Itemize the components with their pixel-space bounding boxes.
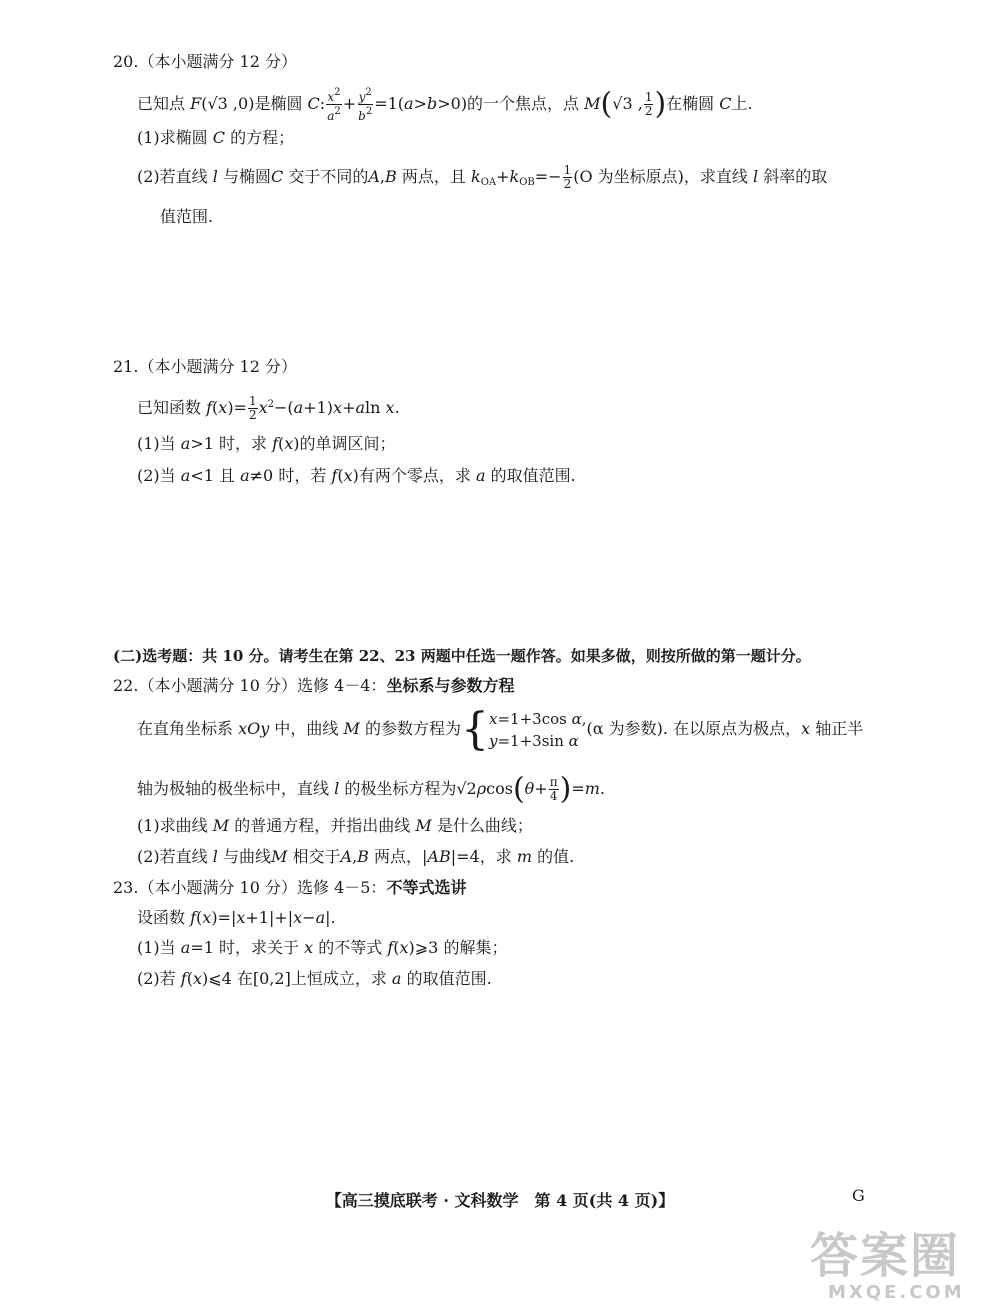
q22-part2: (2)若直线 l 与曲线M 相交于A,B 两点，|AB|=4，求 m 的值. bbox=[137, 847, 575, 866]
q21-part2-text-c: 时，若 bbox=[278, 466, 327, 485]
q20-text-5: 在椭圆 bbox=[666, 94, 715, 113]
q20-part1-text-a: (1)求椭圆 bbox=[137, 128, 208, 147]
q23-header-text: 23.（本小题满分 10 分）选修 4－5： bbox=[113, 878, 387, 897]
q20-statement: 已知点 F(√3 ,0)是椭圆 C: $\frac{x^2}{a^2}$ + $\frac{y^2}{b^2}$ =1(a>b>0)的一个焦点，点 M(√3 , $\frac{1}{2}$ )在椭圆 C上. bbox=[137, 86, 753, 123]
q22-header-text: 22.（本小题满分 10 分）选修 4－4： bbox=[113, 676, 387, 695]
q20-part2-continued: 值范围. bbox=[160, 207, 214, 226]
version-mark: G bbox=[852, 1186, 865, 1205]
q20-part2-text-c: 交于不同的 bbox=[288, 167, 369, 186]
q22-part2-text-e: ，求 bbox=[479, 847, 512, 866]
q21-statement: 已知函数 f(x)= $\frac{1}{2}$ $x^2-(a+1)x+aln$ x. bbox=[137, 394, 400, 422]
q20-part2-text-e: (O 为坐标原点)，求直线 bbox=[573, 167, 748, 186]
q21-part2: (2)当 a<1 且 a≠0 时，若 f(x)有两个零点，求 a 的取值范围. bbox=[137, 466, 576, 485]
q22-line2-text-a: 轴为极轴的极坐标中，直线 bbox=[137, 779, 330, 798]
q20-part2: (2)若直线 l 与椭圆C 交于不同的A,B 两点，且 $k_{OA}+k_{OB}=-$ $\frac{1}{2}$ (O 为坐标原点)，求直线 l 斜率的取 bbox=[137, 163, 828, 191]
q22-line2: 轴为极轴的极坐标中，直线 l 的极坐标方程为√2ρcos(θ+ $\frac{\pi}{4}$ )=m. bbox=[137, 771, 605, 807]
q20-text-4: )的一个焦点，点 bbox=[460, 94, 580, 113]
q22-part2-text-f: 的值. bbox=[537, 847, 575, 866]
q20-frac-y: $\frac{y^2}{b^2}$ bbox=[358, 87, 373, 123]
q22-part2-text-d: 两点， bbox=[374, 847, 423, 866]
q22-param-note: (α 为参数). 在以原点为极点， bbox=[586, 719, 802, 738]
q21-part1: (1)当 a>1 时，求 f(x)的单调区间； bbox=[137, 434, 396, 453]
q22-text-4: 轴正半 bbox=[815, 719, 864, 738]
q21-part1-text-b: 时，求 bbox=[218, 434, 267, 453]
q23-part1: (1)当 a=1 时，求关于 x 的不等式 f(x)⩾3 的解集； bbox=[137, 938, 508, 957]
q20-part1-text-b: 的方程； bbox=[230, 128, 295, 147]
q23-header-topic: 不等式选讲 bbox=[386, 878, 467, 897]
q21-part2-text-a: (2)当 bbox=[137, 466, 176, 485]
q20-part2-text-f: 斜率的取 bbox=[763, 167, 828, 186]
q23-part2: (2)若 f(x)⩽4 在[0,2]上恒成立，求 a 的取值范围. bbox=[137, 969, 492, 988]
q21-part1-text-a: (1)当 bbox=[137, 434, 176, 453]
q21-text-1: 已知函数 bbox=[137, 398, 202, 417]
q22-part2-text-c: 相交于 bbox=[292, 847, 341, 866]
q22-part1: (1)求曲线 M 的普通方程，并指出曲线 M 是什么曲线； bbox=[137, 816, 533, 835]
q21-part2-text-b: 且 bbox=[218, 466, 235, 485]
q23-part1-text-d: 的解集； bbox=[443, 938, 508, 957]
q22-frac-pi4: $\frac{\pi}{4}$ bbox=[549, 775, 558, 803]
q20-part2-text-a: (2)若直线 bbox=[137, 167, 208, 186]
q22-param-system: { x=1+3cos α, y=1+3sin α bbox=[461, 703, 587, 755]
q23-part1-text-a: (1)当 bbox=[137, 938, 176, 957]
q22-header-topic: 坐标系与参数方程 bbox=[386, 676, 515, 695]
watermark-url: MXQE.COM bbox=[828, 1282, 965, 1303]
q21-part2-text-e: 的取值范围. bbox=[490, 466, 576, 485]
page-footer: 【高三摸底联考 · 文科数学 第 4 页(共 4 页)】 bbox=[325, 1191, 675, 1210]
q22-part2-text-a: (2)若直线 bbox=[137, 847, 208, 866]
q20-text-1: 已知点 bbox=[137, 94, 186, 113]
q20-frac-neg-half: $\frac{1}{2}$ bbox=[563, 163, 572, 191]
q23-text-1: 设函数 bbox=[137, 908, 186, 927]
q23-part1-text-c: 的不等式 bbox=[318, 938, 383, 957]
q21-frac-half: $\frac{1}{2}$ bbox=[248, 394, 257, 422]
q22-part1-text-c: 是什么曲线； bbox=[436, 816, 533, 835]
watermark-logo bbox=[810, 1230, 990, 1303]
q22-text-2: 中，曲线 bbox=[274, 719, 339, 738]
q20-header: 20.（本小题满分 12 分） bbox=[113, 52, 297, 71]
q23-part1-text-b: 时，求关于 bbox=[218, 938, 299, 957]
q20-part1: (1)求椭圆 C 的方程； bbox=[137, 128, 295, 147]
q21-part2-text-d: 有两个零点，求 bbox=[358, 466, 471, 485]
q22-text-1: 在直角坐标系 bbox=[137, 719, 234, 738]
q22-statement: 在直角坐标系 xOy 中，曲线 M 的参数方程为 { x=1+3cos α, y=1+3sin α (α 为参数). 在以原点为极点，x 轴正半 bbox=[137, 703, 864, 755]
q20-text-3: =1( bbox=[374, 94, 405, 113]
q22-line2-text-b: 的极坐标方程为 bbox=[344, 779, 457, 798]
q21-part1-text-c: 的单调区间； bbox=[299, 434, 396, 453]
q20-frac-x: $\frac{x^2}{a^2}$ bbox=[327, 87, 341, 123]
q22-part1-text-b: 的普通方程，并指出曲线 bbox=[234, 816, 411, 835]
q20-text-2: 是椭圆 bbox=[254, 94, 303, 113]
watermark-text: 答案圈 bbox=[810, 1228, 961, 1284]
q20-text-6: 上. bbox=[731, 94, 753, 113]
q23-statement: 设函数 f(x)=|x+1|+|x−a|. bbox=[137, 908, 336, 927]
q23-part2-text-a: (2)若 bbox=[137, 969, 176, 988]
q20-frac-half: $\frac{1}{2}$ bbox=[644, 90, 653, 118]
q22-header bbox=[113, 674, 514, 698]
q22-part1-text-a: (1)求曲线 bbox=[137, 816, 208, 835]
q21-header: 21.（本小题满分 12 分） bbox=[113, 357, 297, 376]
q20-part2-text-d: 两点，且 bbox=[401, 167, 466, 186]
q23-part2-text-b: 在[0,2]上恒成立，求 bbox=[236, 969, 387, 988]
q22-text-3: 的参数方程为 bbox=[364, 719, 461, 738]
q20-part2-text-b: 与椭圆 bbox=[222, 167, 271, 186]
q22-part2-text-b: 与曲线 bbox=[222, 847, 271, 866]
q23-part2-text-c: 的取值范围. bbox=[406, 969, 492, 988]
section2-title: (二)选考题：共 10 分。请考生在第 22、23 两题中任选一题作答。如果多做，则按所做的第一题计分。 bbox=[113, 647, 811, 665]
q23-header bbox=[113, 876, 466, 900]
